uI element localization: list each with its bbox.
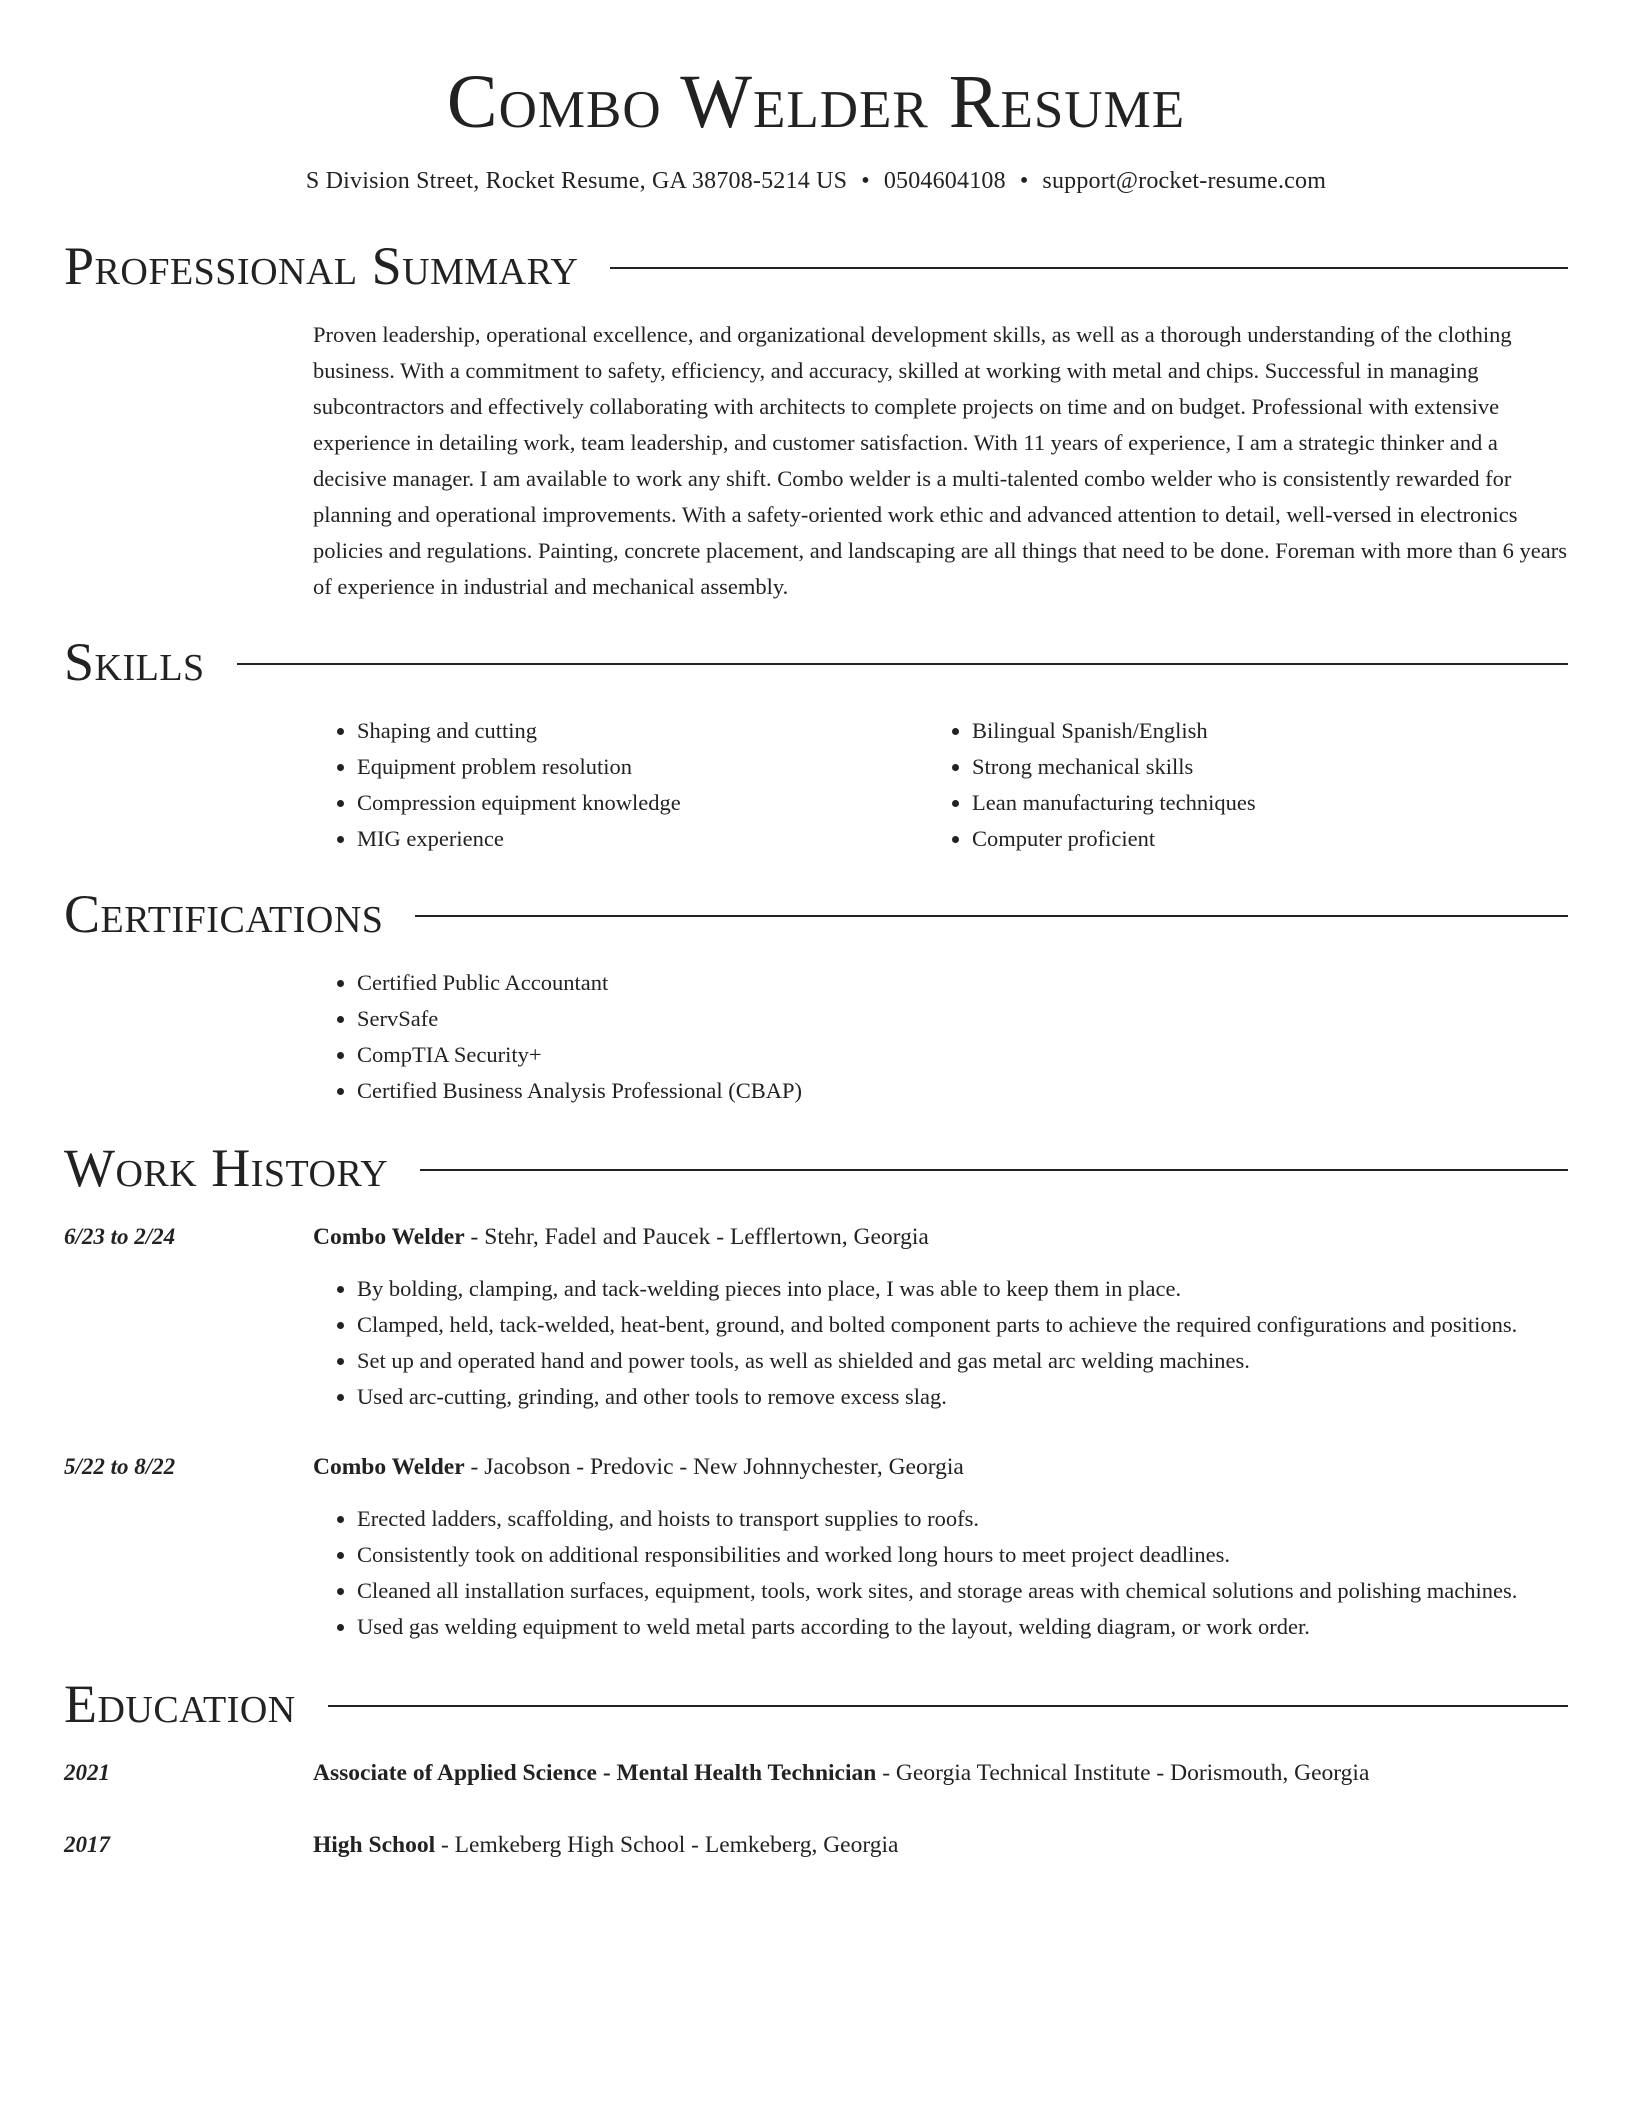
skills-column-right	[928, 713, 1543, 857]
job-title: Combo Welder	[313, 1224, 465, 1250]
resume-title: Combo Welder Resume	[446, 60, 1186, 144]
skill-item: • Compression equipment knowledge	[357, 785, 928, 821]
work-bullet: • Erected ladders, scaffolding, and hoists to transport supplies to roofs.	[357, 1501, 1568, 1537]
separator: •	[1019, 168, 1029, 194]
section-title: Professional Summary	[64, 236, 579, 296]
section-title: Work History	[64, 1138, 389, 1198]
section-divider	[420, 1169, 1568, 1171]
skill-item: • Strong mechanical skills	[972, 749, 1543, 785]
education-entry	[64, 1827, 1568, 1863]
certifications-list	[313, 965, 1568, 1109]
email-link[interactable]: support@rocket-resume.com	[1042, 168, 1327, 194]
section-title: Certifications	[64, 884, 384, 944]
work-bullet: • Set up and operated hand and power tools, as well as shielded and gas metal arc welding machines.	[357, 1343, 1568, 1379]
work-history-section-header	[64, 1138, 1568, 1198]
job-title: Combo Welder	[313, 1454, 465, 1480]
skills-list	[313, 713, 1568, 857]
section-title: Education	[64, 1674, 296, 1734]
education-heading	[313, 1827, 1568, 1863]
skills-column-left	[313, 713, 928, 857]
section-divider	[328, 1705, 1568, 1707]
skill-item: • Shaping and cutting	[357, 713, 928, 749]
skill-item: • Bilingual Spanish/English	[972, 713, 1543, 749]
work-bullets	[313, 1271, 1568, 1415]
education-year: 2021	[64, 1760, 110, 1785]
education-heading	[313, 1755, 1568, 1791]
education-year: 2017	[64, 1832, 110, 1857]
skill-item: • Computer proficient	[972, 821, 1543, 857]
degree: Associate of Applied Science - Mental Health Technician	[313, 1760, 877, 1786]
skills-section-header	[64, 632, 1568, 692]
skill-item: • Lean manufacturing techniques	[972, 785, 1543, 821]
section-divider	[237, 663, 1568, 665]
work-bullet: • By bolding, clamping, and tack-welding pieces into place, I was able to keep them in place.	[357, 1271, 1568, 1307]
education-section-header	[64, 1674, 1568, 1734]
employer-details: - Jacobson - Predovic - New Johnnychester, Georgia	[464, 1454, 964, 1480]
employer-details: - Stehr, Fadel and Paucek - Lefflertown, Georgia	[464, 1224, 929, 1250]
certification-item: • CompTIA Security+	[357, 1037, 1568, 1073]
work-heading	[313, 1219, 1568, 1255]
phone: 0504604108	[883, 168, 1006, 194]
summary-section-header	[64, 236, 1568, 296]
separator: •	[861, 168, 870, 194]
section-title: Skills	[64, 632, 205, 692]
school-details: - Lemkeberg High School - Lemkeberg, Georgia	[435, 1832, 899, 1858]
certification-item: • Certified Public Accountant	[357, 965, 1568, 1001]
work-entry	[64, 1449, 1568, 1645]
skill-item: • Equipment problem resolution	[357, 749, 928, 785]
work-bullets	[313, 1501, 1568, 1645]
work-heading	[313, 1449, 1568, 1485]
section-divider	[610, 267, 1568, 269]
work-bullet: • Used gas welding equipment to weld metal parts according to the layout, welding diagram, or work order.	[357, 1609, 1568, 1645]
degree: High School	[313, 1832, 436, 1858]
certification-item: • ServSafe	[357, 1001, 1568, 1037]
work-dates: 5/22 to 8/22	[64, 1454, 176, 1479]
work-bullet: • Clamped, held, tack-welded, heat-bent, ground, and bolted component parts to achieve the required configurations and positions.	[357, 1307, 1568, 1343]
work-bullet: • Used arc-cutting, grinding, and other tools to remove excess slag.	[357, 1379, 1568, 1415]
work-entry	[64, 1219, 1568, 1415]
contact-line	[64, 168, 1568, 195]
work-dates: 6/23 to 2/24	[64, 1224, 176, 1249]
certification-item: • Certified Business Analysis Professional (CBAP)	[357, 1073, 1568, 1109]
summary-text: Proven leadership, operational excellence, and organizational development skills, as well as a thorough understanding of the clothing business. With a commitment to safety, efficiency, and accuracy, skilled at working with metal and chips. Successful in managing subcontractors and effectively collaborating with architects to complete projects on time and on budget. Professional with extensive experience in detailing work, team leadership, and customer satisfaction. With 11 years of experience, I am a strategic thinker and a decisive manager. I am available to work any shift. Combo welder is a multi-talented combo welder who is consistently rewarded for planning and operational improvements. With a safety-oriented work ethic and advanced attention to detail, well-versed in electronics policies and regulations. Painting, concrete placement, and landscaping are all things that need to be done. Foreman with more than 6 years of experience in industrial and mechanical assembly.	[313, 322, 1567, 599]
education-entry	[64, 1755, 1568, 1791]
address: S Division Street, Rocket Resume, GA 38708-5214 US	[305, 168, 848, 194]
section-divider	[415, 915, 1568, 917]
work-bullet: • Cleaned all installation surfaces, equipment, tools, work sites, and storage areas with chemical solutions and polishing machines.	[357, 1573, 1568, 1609]
work-bullet: • Consistently took on additional responsibilities and worked long hours to meet project deadlines.	[357, 1537, 1568, 1573]
skill-item: • MIG experience	[357, 821, 928, 857]
school-details: - Georgia Technical Institute - Dorismouth, Georgia	[876, 1760, 1370, 1786]
certifications-section-header	[64, 884, 1568, 944]
